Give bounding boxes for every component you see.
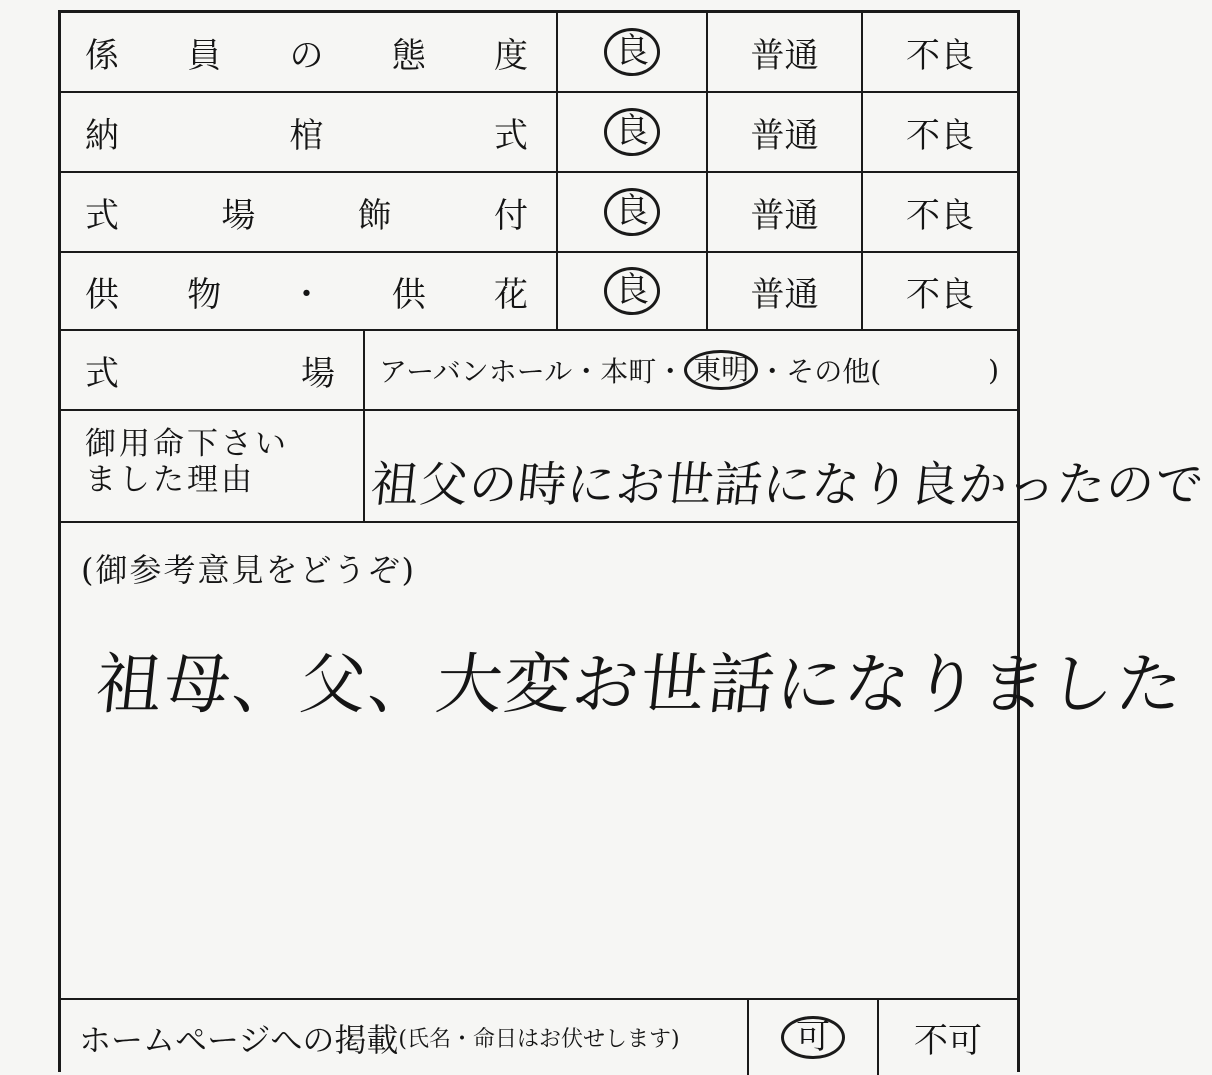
label-char: 物 <box>187 274 224 315</box>
label-char: 係 <box>85 35 121 76</box>
survey-form <box>58 10 1207 1072</box>
rating-normal-cell[interactable] <box>706 173 861 251</box>
label-char: 式 <box>85 353 121 394</box>
rating-row-staff <box>61 13 1017 93</box>
label-char: 納 <box>85 115 121 156</box>
rating-bad-cell[interactable] <box>861 253 1017 329</box>
venue-options-after: ・その他( <box>758 355 882 388</box>
rating-normal-cell[interactable] <box>706 253 861 329</box>
rating-normal: 普通 <box>750 195 819 236</box>
homepage-label: ホームページへの掲載 <box>79 1020 399 1059</box>
reason-label-line2: ました理由 <box>85 461 255 498</box>
rating-bad-cell[interactable] <box>861 173 1017 251</box>
label-char: 式 <box>85 195 121 236</box>
rating-good-selected: 良 <box>604 188 660 235</box>
label-char: 供 <box>85 274 121 315</box>
venue-options[interactable] <box>363 331 1017 409</box>
rating-bad-cell[interactable] <box>861 13 1017 91</box>
rating-row-offerings <box>61 253 1017 331</box>
rating-normal: 普通 <box>750 35 819 76</box>
label-char: 付 <box>493 195 530 236</box>
venue-selected-option: 東明 <box>684 350 758 391</box>
label-char: の <box>289 35 326 76</box>
rating-bad-cell[interactable] <box>861 93 1017 171</box>
homepage-no-cell[interactable] <box>877 1000 1017 1075</box>
rating-normal-cell[interactable] <box>706 13 861 91</box>
rating-bad: 不良 <box>906 35 974 76</box>
rating-good-cell[interactable] <box>556 13 706 91</box>
venue-row <box>61 331 1017 411</box>
label-char: 度 <box>494 35 530 76</box>
homepage-no: 不可 <box>914 1021 982 1061</box>
rating-bad: 不良 <box>906 274 974 315</box>
reason-answer-field[interactable] <box>363 411 1207 521</box>
rating-good-cell[interactable] <box>556 253 706 329</box>
reason-row <box>61 411 1207 523</box>
label-char: 場 <box>221 195 258 236</box>
label-char: 員 <box>187 35 224 76</box>
homepage-yes-selected: 可 <box>781 1016 845 1059</box>
label-char: 態 <box>391 35 428 76</box>
label-char: 供 <box>391 274 428 315</box>
rating-label <box>61 173 556 251</box>
reason-label-line1: 御用命下さい <box>85 426 289 462</box>
rating-good-selected: 良 <box>604 267 660 314</box>
opinion-section[interactable] <box>61 523 1189 1000</box>
rating-label <box>61 13 556 91</box>
homepage-note: (氏名・命日はお伏せします) <box>398 1027 680 1052</box>
venue-close-paren: ) <box>988 353 999 387</box>
reason-label <box>61 411 363 521</box>
rating-normal-cell[interactable] <box>706 93 861 171</box>
venue-label <box>61 331 363 409</box>
homepage-yes-cell[interactable] <box>747 1000 877 1075</box>
rating-label <box>61 93 556 171</box>
label-char: 花 <box>494 274 530 315</box>
label-char: ・ <box>289 274 326 315</box>
rating-row-encoffining <box>61 93 1017 173</box>
opinion-answer: 祖母、父、大変お世話になりました <box>92 646 1189 723</box>
label-char: 飾 <box>357 195 394 236</box>
rating-good-selected: 良 <box>604 108 660 155</box>
venue-options-before: アーバンホール・本町・ <box>379 355 685 388</box>
rating-bad: 不良 <box>906 115 974 156</box>
rating-normal: 普通 <box>750 115 819 156</box>
label-char: 場 <box>301 353 337 394</box>
rating-good-cell[interactable] <box>556 93 706 171</box>
rating-normal: 普通 <box>750 274 819 315</box>
label-char: 棺 <box>289 115 326 156</box>
rating-row-decoration <box>61 173 1017 253</box>
rating-bad: 不良 <box>906 195 974 236</box>
homepage-row <box>61 1000 1017 1075</box>
reason-answer: 祖父の時にお世話になり良かったので <box>368 457 1207 513</box>
homepage-label-cell <box>61 1000 747 1075</box>
label-char: 式 <box>494 115 530 156</box>
rating-good-selected: 良 <box>604 28 660 75</box>
rating-label <box>61 253 556 329</box>
rating-good-cell[interactable] <box>556 173 706 251</box>
opinion-prompt: (御参考意見をどうぞ) <box>81 551 416 589</box>
